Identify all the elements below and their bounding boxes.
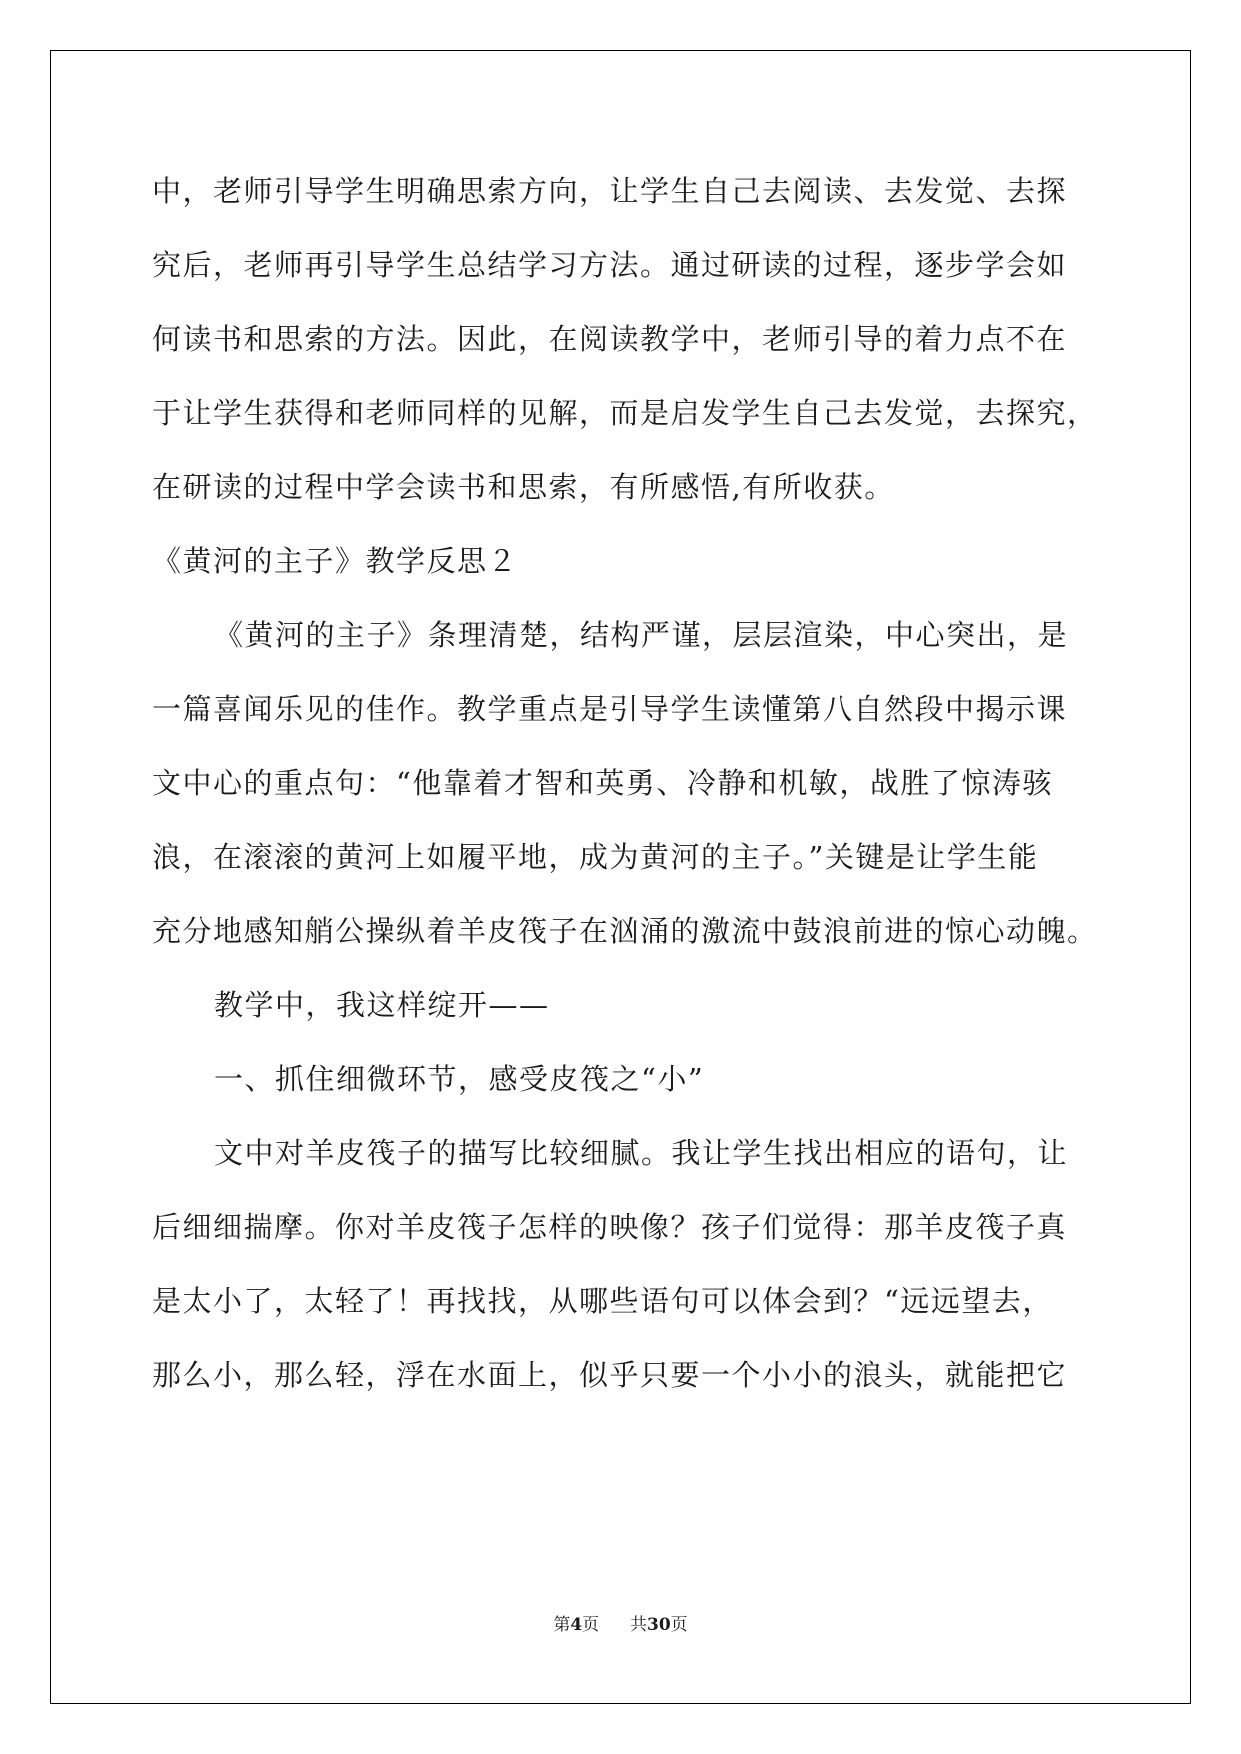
page-prefix: 第	[553, 1615, 571, 1635]
paragraph-line: 在研读的过程中学会读书和思索，有所感悟,有所收获。	[152, 470, 895, 504]
page-footer	[0, 1613, 1241, 1637]
page-number-label	[553, 1615, 604, 1635]
paragraph-line: 充分地感知艄公操纵着羊皮筏子在汹涌的激流中鼓浪前进的惊心动魄。	[152, 914, 1098, 948]
paragraph-line: 何读书和思索的方法。因此，在阅读教学中，老师引导的着力点不在	[152, 322, 1068, 356]
paragraph-line: 浪，在滚滚的黄河上如履平地，成为黄河的主子。”关键是让学生能	[152, 840, 1039, 874]
total-suffix: 页	[670, 1615, 688, 1635]
paragraph-line: 于让学生获得和老师同样的见解，而是启发学生自己去发觉，去探究，	[152, 396, 1098, 430]
paragraph-line: 后细细揣摩。你对羊皮筏子怎样的映像？孩子们觉得：那羊皮筏子真	[152, 1210, 1068, 1244]
paragraph-line: 究后，老师再引导学生总结学习方法。通过研读的过程，逐步学会如	[152, 248, 1068, 282]
paragraph-line: 是太小了，太轻了！再找找，从哪些语句可以体会到？“远远望去，	[152, 1284, 1053, 1318]
paragraph-line: 中，老师引导学生明确思索方向，让学生自己去阅读、去发觉、去探	[152, 174, 1068, 208]
subsection-heading: 一、抓住细微环节，感受皮筏之“小”	[214, 1062, 705, 1096]
total-page-count: 30	[646, 1615, 671, 1635]
section-heading: 《黄河的主子》教学反思２	[152, 544, 519, 578]
current-page-number: 4	[570, 1615, 583, 1635]
paragraph-line: 文中心的重点句：“他靠着才智和英勇、冷静和机敏，战胜了惊涛骇	[152, 766, 1053, 800]
paragraph-line: 教学中，我这样绽开——	[214, 988, 550, 1022]
paragraph-line: 文中对羊皮筏子的描写比较细腻。我让学生找出相应的语句，让	[214, 1136, 1069, 1170]
paragraph-line: 那么小，那么轻，浮在水面上，似乎只要一个小小的浪头，就能把它	[152, 1358, 1068, 1392]
total-prefix: 共	[629, 1615, 647, 1635]
page-suffix: 页	[582, 1615, 600, 1635]
total-pages-label	[630, 1615, 688, 1635]
paragraph-line: 一篇喜闻乐见的佳作。教学重点是引导学生读懂第八自然段中揭示课	[152, 692, 1068, 726]
paragraph-line: 《黄河的主子》条理清楚，结构严谨，层层渲染，中心突出，是	[214, 618, 1069, 652]
page-border	[50, 50, 1191, 1704]
